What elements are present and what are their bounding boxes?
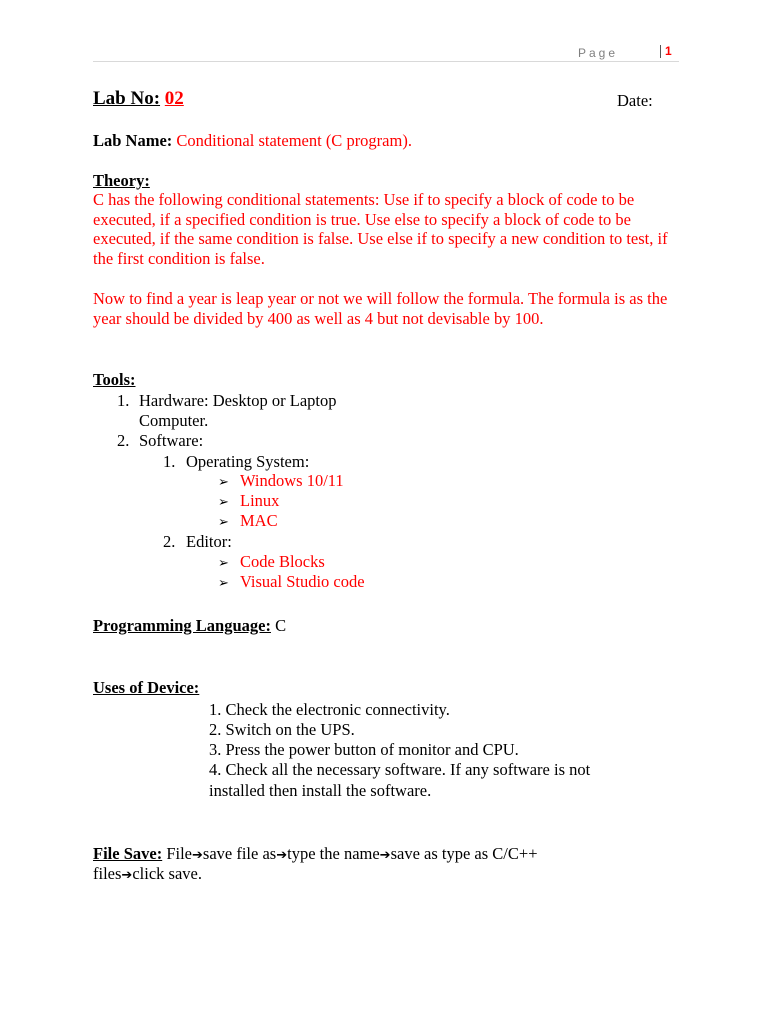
file-save-label: File Save: — [93, 844, 163, 863]
bullet-arrow-icon: ➢ — [218, 514, 229, 529]
bullet-arrow-icon: ➢ — [218, 555, 229, 570]
software-sub-1-number: 1. — [163, 452, 176, 471]
bullet-arrow-icon: ➢ — [218, 474, 229, 489]
page-number: 1 — [665, 44, 672, 58]
theory-paragraph-2: Now to find a year is leap year or not we will follow the formula. The formula is as the year should be divided by 400 as well as 4 but not devisable by 100. — [93, 289, 668, 328]
os-item-label: Linux — [240, 491, 280, 510]
programming-language-line — [93, 616, 286, 636]
bullet-arrow-icon: ➢ — [218, 575, 229, 590]
uses-item: 3. Press the power button of monitor and CPU. — [209, 740, 519, 759]
editor-item — [218, 572, 365, 593]
arrow-right-icon: ➔ — [379, 848, 391, 863]
os-item — [218, 491, 279, 512]
software-sub-2-label: Editor: — [186, 532, 232, 551]
tools-item-1-line-1: Hardware: Desktop or Laptop — [139, 391, 337, 410]
file-save-line-1 — [93, 844, 538, 866]
file-save-step: type the name — [287, 844, 380, 863]
file-save-step: save as type as C/C++ — [390, 844, 538, 863]
page-number-divider — [660, 45, 661, 58]
theory-paragraph-1: C has the following conditional statements: Use if to specify a block of code to be executed, if a specified condition is true. Use else to specify a block of code to be executed, if the same condition is false. Use else if to specify a new condition to test, if the first condition is false. — [93, 190, 668, 268]
uses-item-continuation: installed then install the software. — [209, 781, 432, 800]
tools-item-1-line-2: Computer. — [139, 411, 209, 430]
lab-name-line — [93, 131, 412, 151]
file-save-step: File — [166, 844, 192, 863]
lab-name-value: Conditional statement (C program). — [176, 131, 412, 150]
software-sub-1-label: Operating System: — [186, 452, 310, 471]
tools-item-2-label: Software: — [139, 431, 204, 450]
editor-item — [218, 552, 325, 573]
software-sub-2-number: 2. — [163, 532, 176, 551]
date-label: Date: — [617, 91, 653, 110]
uses-heading: Uses of Device: — [93, 678, 200, 697]
file-save-line-2 — [93, 864, 202, 886]
editor-item-label: Visual Studio code — [240, 572, 365, 591]
os-item — [218, 511, 278, 532]
editor-item-label: Code Blocks — [240, 552, 325, 571]
arrow-right-icon: ➔ — [276, 848, 288, 863]
file-save-step: save file as — [202, 844, 277, 863]
tools-heading: Tools: — [93, 370, 136, 389]
tools-item-2-number: 2. — [117, 431, 130, 450]
lab-number-value: 02 — [164, 88, 184, 109]
uses-item: 2. Switch on the UPS. — [209, 720, 355, 739]
arrow-right-icon: ➔ — [121, 868, 133, 883]
lab-number-label: Lab No: — [93, 88, 161, 109]
lab-name-label: Lab Name: — [93, 131, 173, 150]
os-item-label: Windows 10/11 — [240, 471, 344, 490]
file-save-step: files — [93, 864, 122, 883]
page-number-block — [660, 43, 672, 59]
lab-number-line — [93, 89, 184, 109]
os-item — [218, 471, 344, 492]
header-divider — [93, 61, 679, 62]
uses-item: 4. Check all the necessary software. If any software is not — [209, 760, 591, 779]
uses-item: 1. Check the electronic connectivity. — [209, 700, 450, 719]
tools-item-1-number: 1. — [117, 391, 130, 410]
page-label: Page — [577, 46, 618, 60]
bullet-arrow-icon: ➢ — [218, 494, 229, 509]
programming-language-value: C — [275, 616, 287, 635]
theory-heading: Theory: — [93, 171, 150, 190]
arrow-right-icon: ➔ — [192, 848, 203, 863]
file-save-step: click save. — [132, 864, 202, 883]
os-item-label: MAC — [240, 511, 278, 530]
programming-language-label: Programming Language: — [93, 616, 271, 635]
